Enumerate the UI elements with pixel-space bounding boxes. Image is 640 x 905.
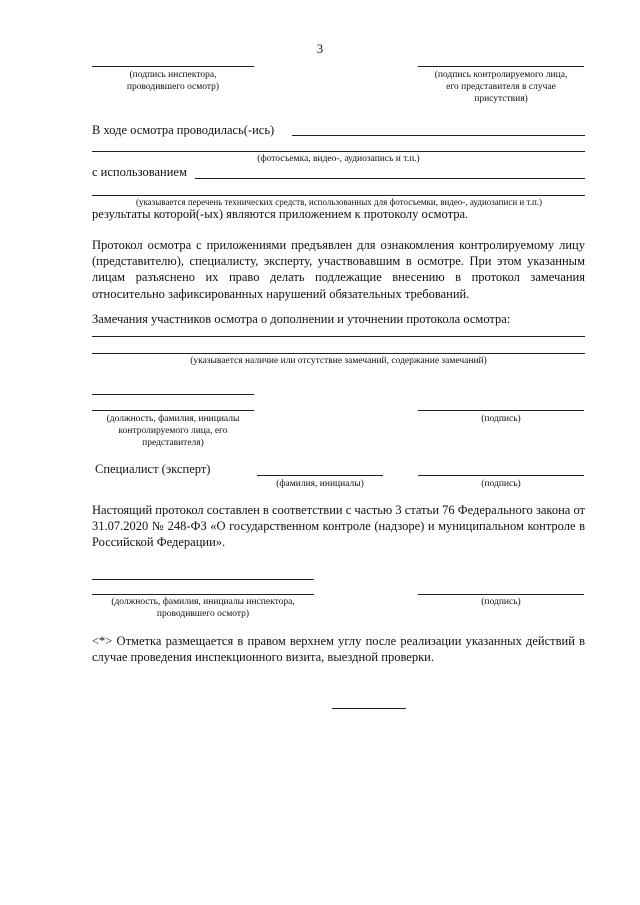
inspector-position-line-2 [92, 594, 314, 595]
remarks-line-1 [92, 336, 585, 337]
specialist-label: Специалист (эксперт) [95, 462, 211, 476]
using-label: с использованием [92, 165, 187, 179]
inspector-position-hint: (должность, фамилия, инициалы инспектора, проводившего осмотр) [111, 597, 295, 619]
recording-line-2 [92, 151, 585, 152]
inspector-signature-hint: (подпись) [481, 597, 521, 607]
specialist-name-line [257, 475, 383, 476]
using-result: результаты которой(-ых) являются приложением к протоколу осмотра. [92, 207, 469, 221]
specialist-signature-line [418, 475, 584, 476]
inspector-position-line-1 [92, 579, 314, 580]
legal-paragraph: Настоящий протокол составлен в соответствии с частью 3 статьи 76 Федерального закона от 31.07.2020 № 248-ФЗ «О государственном контроле (надзоре) и муниципальном контроле в Российской Федерации». [92, 503, 585, 550]
controlled-position-hint: (должность, фамилия, инициалы контролируемого лица, его представителя) [106, 414, 240, 448]
controlled-person-signature-caption: (подпись контролируемого лица, его представителя в случае присутствия) [434, 70, 568, 104]
inspector-signature-caption: (подпись инспектора, проводившего осмотр) [126, 70, 220, 92]
recording-label: В ходе осмотра проводилась(-ись) [92, 123, 275, 137]
controlled-person-signature-line [418, 66, 584, 67]
footnote: <*> Отметка размещается в правом верхнем углу после реализации указанных действий в случае проведения инспекционного визита, выездной проверки. [92, 634, 585, 665]
specialist-name-hint: (фамилия, инициалы) [276, 479, 364, 489]
remarks-hint: (указывается наличие или отсутствие замечаний, содержание замечаний) [190, 356, 487, 366]
specialist-signature-hint: (подпись) [481, 479, 521, 489]
recording-line-1 [292, 135, 585, 136]
remarks-label: Замечания участников осмотра о дополнении и уточнении протокола осмотра: [92, 312, 511, 326]
inspector-signature-line [92, 66, 254, 67]
using-line-1 [195, 178, 585, 179]
page-number: 3 [316, 42, 324, 56]
controlled-signature-hint: (подпись) [481, 414, 521, 424]
remarks-line-2 [92, 353, 585, 354]
inspector-signature-line [418, 594, 584, 595]
controlled-position-line-2 [92, 410, 254, 411]
presented-paragraph: Протокол осмотра с приложениями предъявлен для ознакомления контролируемому лицу (представителю), специалисту, эксперту, участвовавшим в осмотре. При этом указанным лицам разъяснено их право делать подлежащие внесению в протокол замечания относительно зафиксированных нарушений обязательных требований. [92, 238, 585, 301]
controlled-position-line-1 [92, 394, 254, 395]
closing-separator [332, 708, 406, 709]
recording-hint: (фотосъемка, видео-, аудиозапись и т.п.) [257, 154, 420, 164]
controlled-signature-line [418, 410, 584, 411]
using-hint: (указывается перечень технических средств, использованных для фотосъемки, видео-, аудиозаписи и т.п.) [135, 197, 543, 207]
